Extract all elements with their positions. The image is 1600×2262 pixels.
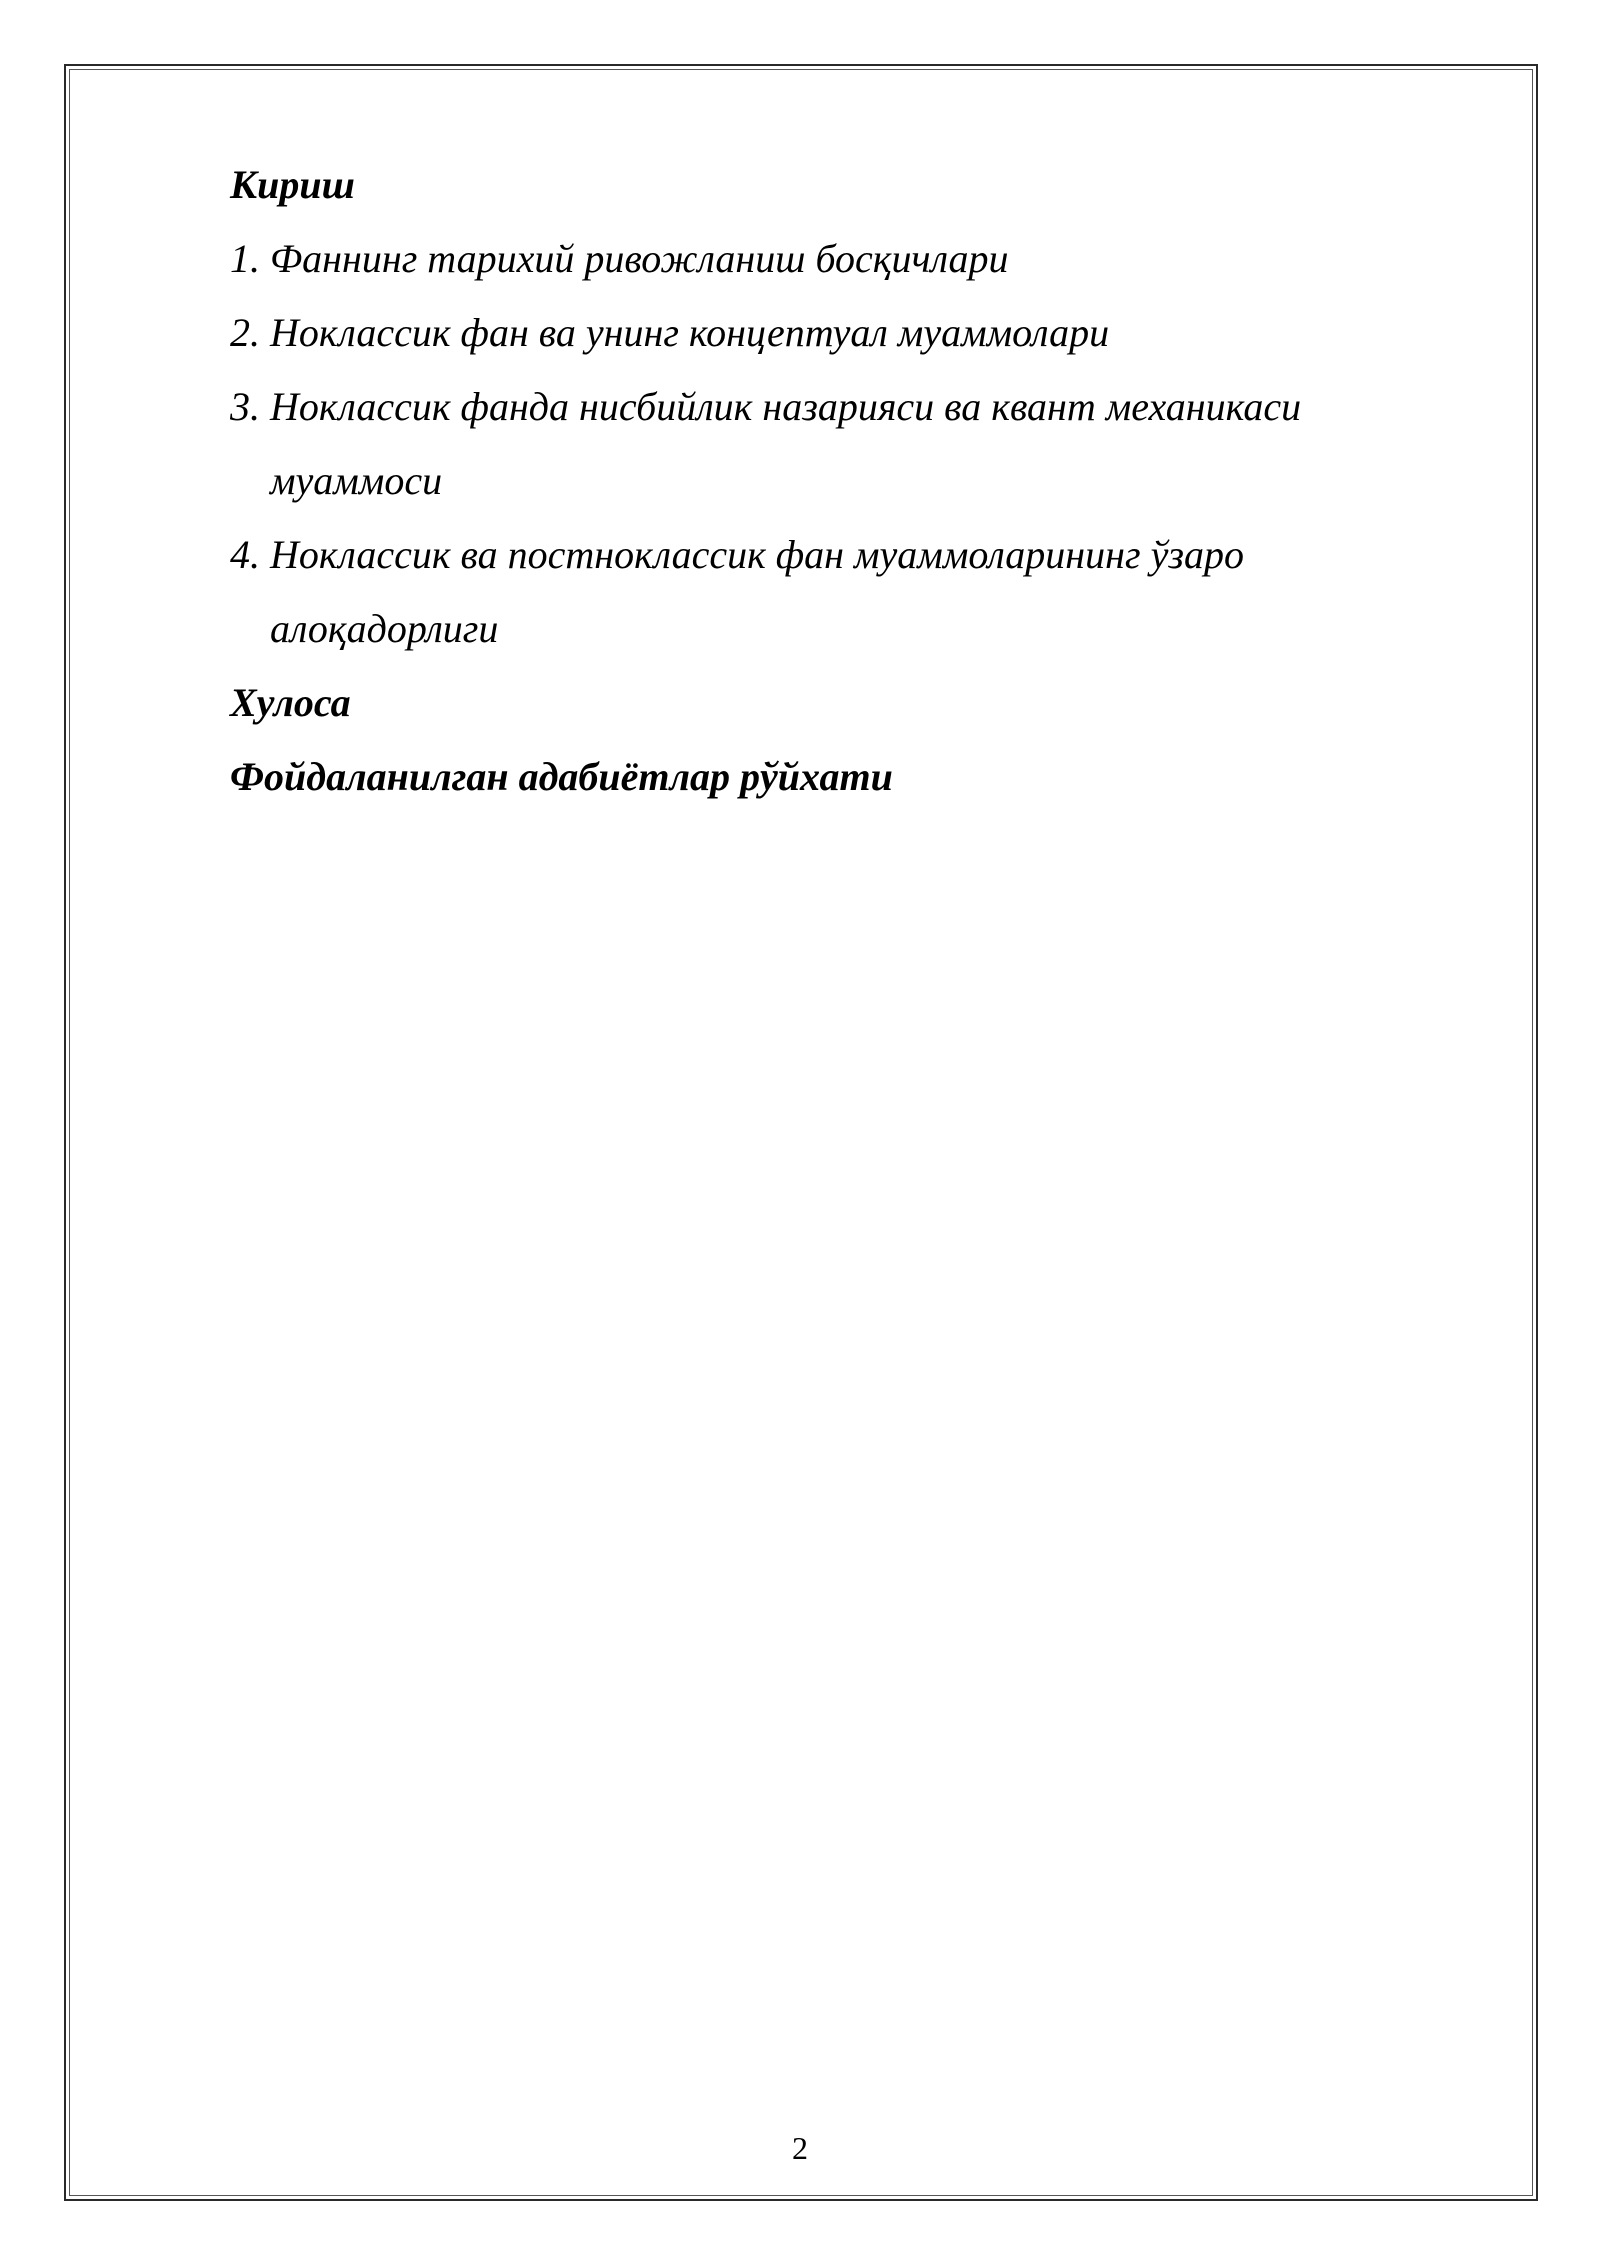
toc-item-number: 3.	[230, 384, 260, 429]
toc-intro-heading: Кириш	[230, 162, 355, 207]
toc-item-text: Фаннинг тарихий ривожланиш босқичлари	[270, 236, 1009, 281]
toc-item	[230, 222, 1410, 296]
table-of-contents	[230, 148, 1410, 814]
toc-item	[230, 518, 1410, 666]
toc-item	[230, 296, 1410, 370]
page-number: 2	[792, 2130, 808, 2166]
toc-item-text: Ноклассик ва постноклассик фан муаммоларининг ўзаро алоқадорлиги	[270, 532, 1244, 651]
toc-item-text: Ноклассик фанда нисбийлик назарияси ва квант механикаси муаммоси	[270, 384, 1302, 503]
toc-conclusion-heading: Хулоса	[230, 680, 351, 725]
toc-item-number: 1.	[230, 236, 260, 281]
toc-item	[230, 370, 1410, 518]
toc-item-text: Ноклассик фан ва унинг концептуал муаммолари	[270, 310, 1110, 355]
toc-item-number: 2.	[230, 310, 260, 355]
toc-references-heading: Фойдаланилган адабиётлар рўйхати	[230, 754, 893, 799]
toc-item-number: 4.	[230, 532, 260, 577]
